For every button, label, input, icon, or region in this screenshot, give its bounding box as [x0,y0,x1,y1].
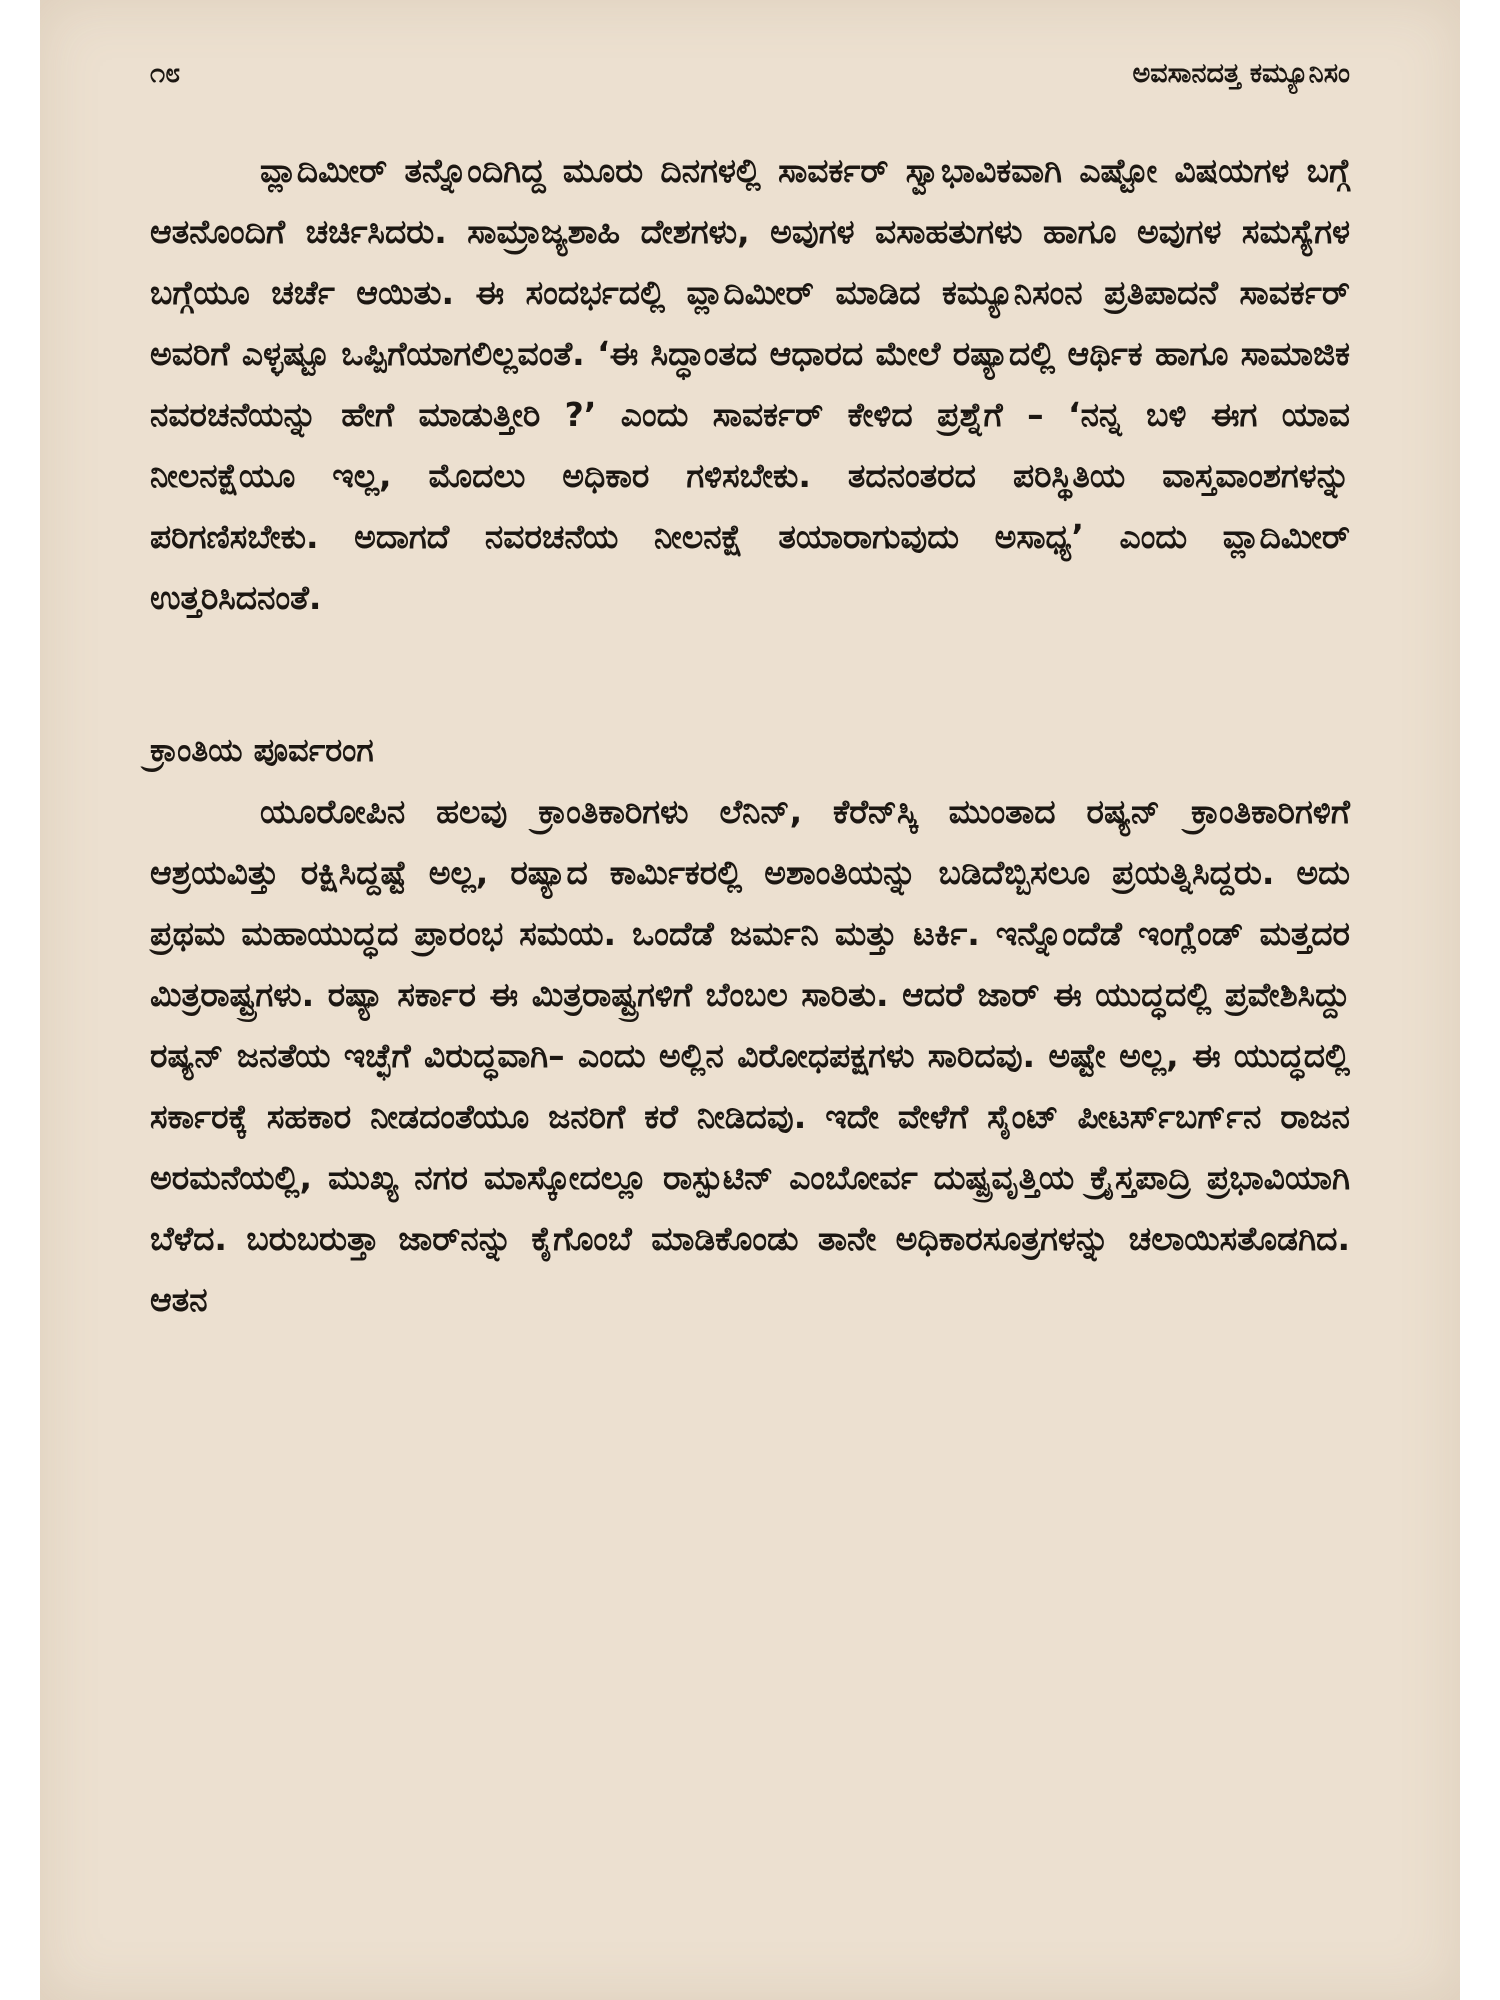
body-text [150,140,1350,1330]
book-page [40,0,1460,2000]
page-number: ೧೮ [150,58,181,89]
page-header [150,58,1350,98]
paragraph-2: ಯೂರೋಪಿನ ಹಲವು ಕ್ರಾಂತಿಕಾರಿಗಳು ಲೆನಿನ್, ಕೆರೆನ್‌ಸ್ಕಿ ಮುಂತಾದ ರಷ್ಯನ್ ಕ್ರಾಂತಿಕಾರಿಗಳಿಗೆ ಆಶ್ರಯವಿತ್ತು ರಕ್ಷಿಸಿದ್ದಷ್ಟೆ ಅಲ್ಲ, ರಷ್ಯಾದ ಕಾರ್ಮಿಕರಲ್ಲಿ ಅಶಾಂತಿಯನ್ನು ಬಡಿದೆಬ್ಬಿಸಲೂ ಪ್ರಯತ್ನಿಸಿದ್ದರು. ಅದು ಪ್ರಥಮ ಮಹಾಯುದ್ಧದ ಪ್ರಾರಂಭ ಸಮಯ. ಒಂದೆಡೆ ಜರ್ಮನಿ ಮತ್ತು ಟರ್ಕಿ. ಇನ್ನೊಂದೆಡೆ ಇಂಗ್ಲೆಂಡ್ ಮತ್ತದರ ಮಿತ್ರರಾಷ್ಟ್ರಗಳು. ರಷ್ಯಾ ಸರ್ಕಾರ ಈ ಮಿತ್ರರಾಷ್ಟ್ರಗಳಿಗೆ ಬೆಂಬಲ ಸಾರಿತು. ಆದರೆ ಜಾರ್ ಈ ಯುದ್ಧದಲ್ಲಿ ಪ್ರವೇಶಿಸಿದ್ದು ರಷ್ಯನ್ ಜನತೆಯ ಇಚ್ಛೆಗೆ ವಿರುದ್ಧವಾಗಿ– ಎಂದು ಅಲ್ಲಿನ ವಿರೋಧಪಕ್ಷಗಳು ಸಾರಿದವು. ಅಷ್ಟೇ ಅಲ್ಲ, ಈ ಯುದ್ಧದಲ್ಲಿ ಸರ್ಕಾರಕ್ಕೆ ಸಹಕಾರ ನೀಡದಂತೆಯೂ ಜನರಿಗೆ ಕರೆ ನೀಡಿದವು. ಇದೇ ವೇಳೆಗೆ ಸೈಂಟ್ ಪೀಟರ್ಸ್‌ಬರ್ಗ್‌ನ ರಾಜನ ಅರಮನೆಯಲ್ಲಿ, ಮುಖ್ಯ ನಗರ ಮಾಸ್ಕೋದಲ್ಲೂ ರಾಸ್ಪುಟಿನ್ ಎಂಬೋರ್ವ ದುಷ್ಪ್ರವೃತ್ತಿಯ ಕ್ರೈಸ್ತಪಾದ್ರಿ ಪ್ರಭಾವಿಯಾಗಿ ಬೆಳೆದ. ಬರುಬರುತ್ತಾ ಜಾರ್‌ನನ್ನು ಕೈಗೊಂಬೆ ಮಾಡಿಕೊಂಡು ತಾನೇ ಅಧಿಕಾರಸೂತ್ರಗಳನ್ನು ಚಲಾಯಿಸತೊಡಗಿದ. ಆತನ [150,792,1350,1319]
section-heading: ಕ್ರಾಂತಿಯ ಪೂರ್ವರಂಗ [150,731,374,769]
paragraph-1: ವ್ಲಾದಿಮೀರ್ ತನ್ನೊಂದಿಗಿದ್ದ ಮೂರು ದಿನಗಳಲ್ಲಿ ಸಾವರ್ಕರ್ ಸ್ವಾಭಾವಿಕವಾಗಿ ಎಷ್ಟೋ ವಿಷಯಗಳ ಬಗ್ಗೆ ಆತನೊಂದಿಗೆ ಚರ್ಚಿಸಿದರು. ಸಾಮ್ರಾಜ್ಯಶಾಹಿ ದೇಶಗಳು, ಅವುಗಳ ವಸಾಹತುಗಳು ಹಾಗೂ ಅವುಗಳ ಸಮಸ್ಯೆಗಳ ಬಗ್ಗೆಯೂ ಚರ್ಚೆ ಆಯಿತು. ಈ ಸಂದರ್ಭದಲ್ಲಿ ವ್ಲಾದಿಮೀರ್ ಮಾಡಿದ ಕಮ್ಯೂನಿಸಂನ ಪ್ರತಿಪಾದನೆ ಸಾವರ್ಕರ್ ಅವರಿಗೆ ಎಳ್ಳಷ್ಟೂ ಒಪ್ಪಿಗೆಯಾಗಲಿಲ್ಲವಂತೆ. ‘ಈ ಸಿದ್ಧಾಂತದ ಆಧಾರದ ಮೇಲೆ ರಷ್ಯಾದಲ್ಲಿ ಆರ್ಥಿಕ ಹಾಗೂ ಸಾಮಾಜಿಕ ನವರಚನೆಯನ್ನು ಹೇಗೆ ಮಾಡುತ್ತೀರಿ ?’ ಎಂದು ಸಾವರ್ಕರ್ ಕೇಳಿದ ಪ್ರಶ್ನೆಗೆ – ‘ನನ್ನ ಬಳಿ ಈಗ ಯಾವ ನೀಲನಕ್ಷೆಯೂ ಇಲ್ಲ, ಮೊದಲು ಅಧಿಕಾರ ಗಳಿಸಬೇಕು. ತದನಂತರದ ಪರಿಸ್ಥಿತಿಯ ವಾಸ್ತವಾಂಶಗಳನ್ನು ಪರಿಗಣಿಸಬೇಕು. ಅದಾಗದೆ ನವರಚನೆಯ ನೀಲನಕ್ಷೆ ತಯಾರಾಗುವುದು ಅಸಾಧ್ಯ’ ಎಂದು ವ್ಲಾದಿಮೀರ್ ಉತ್ತರಿಸಿದನಂತೆ. [150,151,1350,617]
running-title: ಅವಸಾನದತ್ತ ಕಮ್ಯೂನಿಸಂ [1132,58,1350,89]
